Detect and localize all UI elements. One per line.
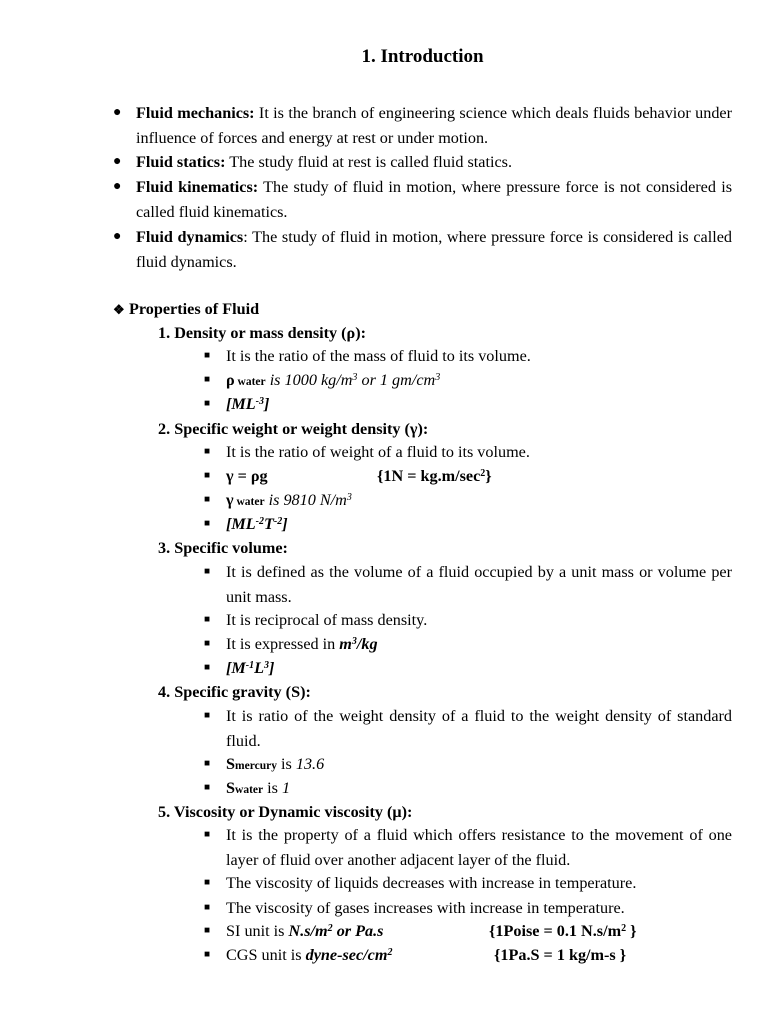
intro-fluid-statics: Fluid statics: The study fluid at rest is called fluid statics.: [136, 153, 513, 171]
pascal-second-definition: {1Pa.S = 1 kg/m-s }: [494, 946, 627, 964]
square-bullet-icon: ■: [204, 877, 211, 888]
viscosity-gases: The viscosity of gases increases with increase in temperature.: [226, 899, 625, 917]
square-bullet-icon: ■: [204, 782, 211, 793]
square-bullet-icon: ■: [204, 518, 211, 529]
square-bullet-icon: ■: [204, 398, 211, 409]
specific-gravity-mercury: Smercury is 13.6: [226, 755, 325, 773]
square-bullet-icon: ■: [204, 494, 211, 505]
square-bullet-icon: ■: [204, 614, 211, 625]
diamond-bullet-icon: ❖: [113, 302, 125, 317]
intro-fluid-dynamics: Fluid dynamics: The study of fluid in motion, where pressure force is considered is called fluid dynamics.: [136, 228, 732, 271]
square-bullet-icon: ■: [204, 374, 211, 385]
bullet-icon: ●: [113, 154, 122, 169]
specific-gravity-water: Swater is 1: [226, 779, 291, 797]
newton-definition: $\{1N = kg.m/\sec^2\}$: [377, 467, 492, 485]
density-ratio: It is the ratio of the mass of fluid to its volume.: [226, 347, 531, 365]
intro-fluid-kinematics: Fluid kinematics: The study of fluid in motion, where pressure force is not considered is called fluid kinematics.: [136, 178, 732, 221]
poise-definition: {1Poise = 0.1 $N.s/m^2$ }: [489, 922, 637, 940]
specific-volume-reciprocal: It is reciprocal of mass density.: [226, 611, 428, 629]
specific-weight-heading: 2. Specific weight or weight density (γ):: [158, 420, 429, 438]
viscosity-cgs-unit: CGS unit is dyne-$\sec/cm^2$: [226, 946, 393, 964]
square-bullet-icon: ■: [204, 925, 211, 936]
bullet-icon: ●: [113, 179, 122, 194]
specific-weight-water-value: γ water is 9810 $N/m^3$: [226, 491, 352, 509]
viscosity-liquids: The viscosity of liquids decreases with increase in temperature.: [226, 874, 637, 892]
specific-weight-ratio: It is the ratio of weight of a fluid to its volume.: [226, 443, 530, 461]
specific-gravity-definition: It is ratio of the weight density of a fluid to the weight density of standard fluid.: [226, 707, 732, 750]
viscosity-definition: It is the property of a fluid which offers resistance to the movement of one layer of fluid over another adjacent layer of the fluid.: [226, 826, 732, 869]
page-title: 1. Introduction: [361, 46, 484, 67]
bullet-icon: ●: [113, 229, 122, 244]
specific-volume-unit: It is expressed in $m^3/kg$: [226, 635, 378, 653]
intro-fluid-mechanics: Fluid mechanics: It is the branch of engineering science which deals fluids behavior under influence of forces and energy at rest or under motion.: [136, 104, 732, 147]
specific-volume-heading: 3. Specific volume:: [158, 539, 288, 557]
viscosity-si-unit: SI unit is $N.s/m^2$ or Pa.s: [226, 922, 384, 940]
square-bullet-icon: ■: [204, 662, 211, 673]
square-bullet-icon: ■: [204, 902, 211, 913]
specific-gravity-heading: 4. Specific gravity (S):: [158, 683, 311, 701]
specific-weight-dimension: $[ML^{-2}T^{-2}]$: [226, 515, 288, 533]
specific-weight-formula: γ = ρg: [226, 467, 268, 485]
square-bullet-icon: ■: [204, 470, 211, 481]
square-bullet-icon: ■: [204, 350, 211, 361]
viscosity-heading: 5. Viscosity or Dynamic viscosity (μ):: [158, 803, 413, 821]
square-bullet-icon: ■: [204, 758, 211, 769]
density-dimension: $[ML^{-3}]$: [226, 395, 270, 413]
square-bullet-icon: ■: [204, 829, 211, 840]
square-bullet-icon: ■: [204, 710, 211, 721]
density-heading: 1. Density or mass density (ρ):: [158, 324, 367, 342]
bullet-icon: ●: [113, 105, 122, 120]
square-bullet-icon: ■: [204, 638, 211, 649]
square-bullet-icon: ■: [204, 949, 211, 960]
specific-volume-definition: It is defined as the volume of a fluid occupied by a unit mass or volume per unit mass.: [226, 563, 732, 606]
specific-volume-dimension: $[M^{-1}L^3]$: [226, 659, 275, 677]
square-bullet-icon: ■: [204, 446, 211, 457]
properties-heading: ❖ Properties of Fluid: [113, 297, 259, 322]
square-bullet-icon: ■: [204, 566, 211, 577]
density-water-value: ρ water is 1000 $kg/m^3$ or 1 $gm/cm^3$: [226, 371, 441, 389]
